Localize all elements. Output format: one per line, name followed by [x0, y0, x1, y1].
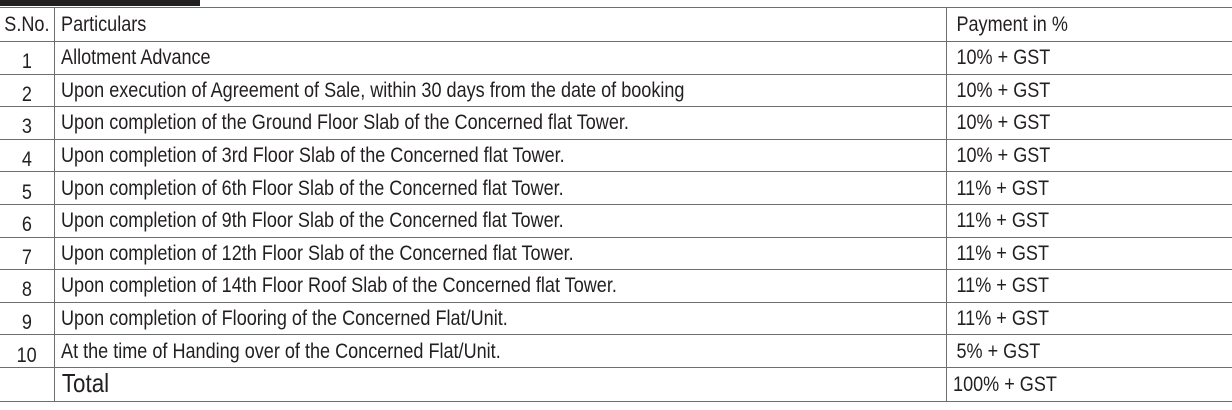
payment-cell: 10% + GST — [946, 107, 1232, 140]
particulars-cell: Upon completion of 12th Floor Slab of the Concerned flat Tower. — [54, 237, 946, 270]
sno-cell: 8 — [0, 270, 54, 303]
payment-cell: 10% + GST — [946, 139, 1232, 172]
total-row — [0, 367, 1232, 401]
column-header-payment: Payment in % — [946, 8, 1232, 42]
sno-cell: 10 — [0, 335, 54, 368]
table-row — [0, 74, 1232, 107]
payment-cell: 11% + GST — [946, 237, 1232, 270]
payment-cell: 11% + GST — [946, 302, 1232, 335]
particulars-cell: Upon completion of the Ground Floor Slab of the Concerned flat Tower. — [54, 107, 946, 140]
particulars-cell: Upon completion of Flooring of the Concerned Flat/Unit. — [54, 302, 946, 335]
table-row — [0, 139, 1232, 172]
sno-cell: 9 — [0, 302, 54, 335]
payment-schedule-table — [0, 7, 1232, 402]
payment-cell: 10% + GST — [946, 74, 1232, 107]
sno-cell: 6 — [0, 204, 54, 237]
particulars-cell: Upon completion of 9th Floor Slab of the Concerned flat Tower. — [54, 204, 946, 237]
particulars-cell: At the time of Handing over of the Concerned Flat/Unit. — [54, 335, 946, 368]
payment-cell: 11% + GST — [946, 270, 1232, 303]
sno-cell: 2 — [0, 74, 54, 107]
table-row — [0, 107, 1232, 140]
payment-cell: 11% + GST — [946, 172, 1232, 205]
payment-cell: 5% + GST — [946, 335, 1232, 368]
sno-cell: 1 — [0, 42, 54, 75]
table-row — [0, 172, 1232, 205]
particulars-cell: Upon completion of 14th Floor Roof Slab of the Concerned flat Tower. — [54, 270, 946, 303]
particulars-cell: Upon completion of 3rd Floor Slab of the Concerned flat Tower. — [54, 139, 946, 172]
total-label-cell: Total — [54, 367, 946, 401]
header-bar — [0, 0, 200, 6]
column-header-sno: S.No. — [0, 8, 54, 42]
sno-cell: 5 — [0, 172, 54, 205]
table-body — [0, 42, 1232, 402]
table-row — [0, 237, 1232, 270]
particulars-cell: Allotment Advance — [54, 42, 946, 75]
sno-cell: 7 — [0, 237, 54, 270]
table-header-row — [0, 8, 1232, 42]
payment-cell: 11% + GST — [946, 204, 1232, 237]
sno-cell: 4 — [0, 139, 54, 172]
table-row — [0, 302, 1232, 335]
table-row — [0, 270, 1232, 303]
column-header-particulars: Particulars — [54, 8, 946, 42]
particulars-cell: Upon execution of Agreement of Sale, within 30 days from the date of booking — [54, 74, 946, 107]
sno-cell: 3 — [0, 107, 54, 140]
total-payment-cell: 100% + GST — [946, 367, 1232, 401]
table-row — [0, 335, 1232, 368]
particulars-cell: Upon completion of 6th Floor Slab of the Concerned flat Tower. — [54, 172, 946, 205]
table-row — [0, 42, 1232, 75]
table-row — [0, 204, 1232, 237]
payment-cell: 10% + GST — [946, 42, 1232, 75]
total-sno-cell — [0, 367, 54, 401]
